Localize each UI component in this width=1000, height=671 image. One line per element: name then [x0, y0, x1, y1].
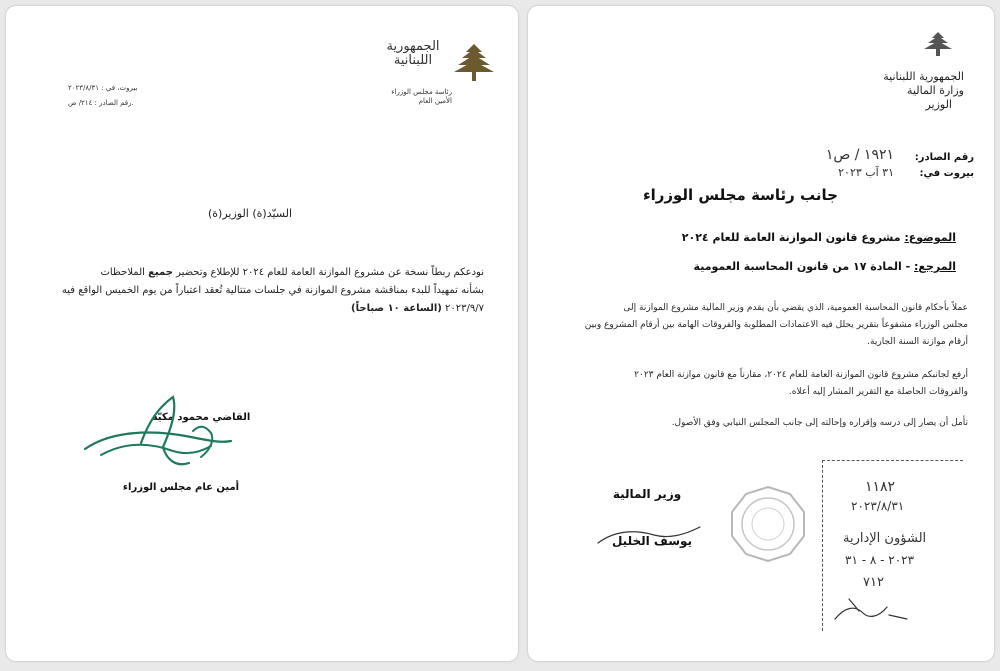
minister-title: وزير المالية [612, 487, 682, 501]
reference-number-line: رقم الصادر : ٢١٤/ ص. [68, 99, 134, 107]
stamp-line-5: ٧١٢ [863, 575, 884, 590]
reference-line: المرجع: - المادة ١٧ من قانون المحاسبة العمومية [693, 260, 956, 273]
body-line-1: نودعكم ربطاً نسخة عن مشروع الموازنة العامة للعام ٢٠٢٤ للإطلاع وتحضير جميع الملاحظات [100, 267, 484, 278]
republic-name: الجمهورية اللبنانية [883, 70, 964, 83]
stamp-line-3: الشؤون الإدارية [843, 531, 927, 546]
body-line: مجلس الوزراء مشفوعاً بتقرير يحلل فيه الاعتمادات المطلوبة والفروقات الهامة بين أرقام المشروع وبين [584, 320, 968, 330]
date-value-handwritten: ٣١ آب ٢٠٢٣ [838, 166, 894, 179]
date-label: بيروت في: [919, 168, 974, 179]
official-round-stamp [728, 484, 808, 564]
cedar-logo-icon [452, 42, 496, 84]
body-line: عملاً بأحكام قانون المحاسبة العمومية، الذي يقضي بأن يقدم وزير المالية مشروع الموازنة إلى [623, 303, 968, 313]
stamp-scribble [829, 589, 919, 629]
stamp-line-1: ١١٨٢ [865, 479, 896, 495]
handwritten-signature [81, 391, 236, 476]
letter-page-left [6, 6, 518, 661]
minister-signature-stroke [594, 521, 704, 551]
body-line: أرقام موازنة السنة الجارية. [867, 337, 968, 347]
stamp-line-2: ٢٠٢٣/٨/٣١ [851, 499, 905, 513]
ref-value-handwritten: ١٩٢١ / ص١ [825, 147, 894, 163]
body-line: أرفع لجانبكم مشروع قانون الموازنة العامة للعام ٢٠٢٤، مقارناً مع قانون موازنة العام ٢٠٢٣ [634, 370, 968, 380]
addressee: جانب رئاسة مجلس الوزراء [642, 186, 838, 204]
signatory-name: القاضي محمود مكيّه [151, 412, 251, 423]
cedar-emblem-icon [921, 30, 955, 60]
republic-seal-text: الجمهورية اللبنانية [386, 39, 440, 68]
registry-stamp [822, 460, 963, 631]
subject-line: الموضوع: مشروع قانون الموازنة العامة للعام ٢٠٢٤ [681, 231, 956, 244]
letter-page-right [528, 6, 994, 661]
ministry-name: وزارة المالية [907, 84, 964, 97]
letter-body [54, 264, 484, 318]
body-line-2: بشأنه تمهيداً للبدء بمناقشة مشروع الموازنة في جلسات متتالية تُعقد اعتباراً من يوم الخميس الواقع فيه [61, 285, 484, 296]
stamp-line-4: ٢٠٢٣ - ٨ - ٣١ [845, 553, 915, 567]
ref-label: رقم الصادر: [914, 152, 974, 163]
letterhead [364, 34, 504, 124]
date-line: بيروت، في : ٢٠٢٣/٨/٣١ [68, 84, 138, 92]
body-line-3: ٢٠٢٣/٩/٧ (الساعة ١٠ صباحاً) [351, 303, 484, 314]
minister-office: الوزير [925, 98, 952, 111]
letter-body [576, 300, 968, 432]
body-line: والفروقات الحاصلة مع التقرير المشار إليه أعلاه. [788, 387, 968, 397]
signatory-title: أمين عام مجلس الوزراء [122, 482, 240, 493]
salutation: السيّد(ة) الوزير(ة) [207, 207, 293, 220]
minister-name: يوسف الخليل [611, 534, 693, 548]
ministry-letterhead [858, 70, 964, 112]
office-seal-text: رئاسة مجلس الوزراء الأمين العام [391, 88, 452, 105]
body-line: تأمل أن يصار إلى درسه وإقراره وإحالته إلى جانب المجلس النيابي وفق الأصول. [671, 418, 968, 428]
